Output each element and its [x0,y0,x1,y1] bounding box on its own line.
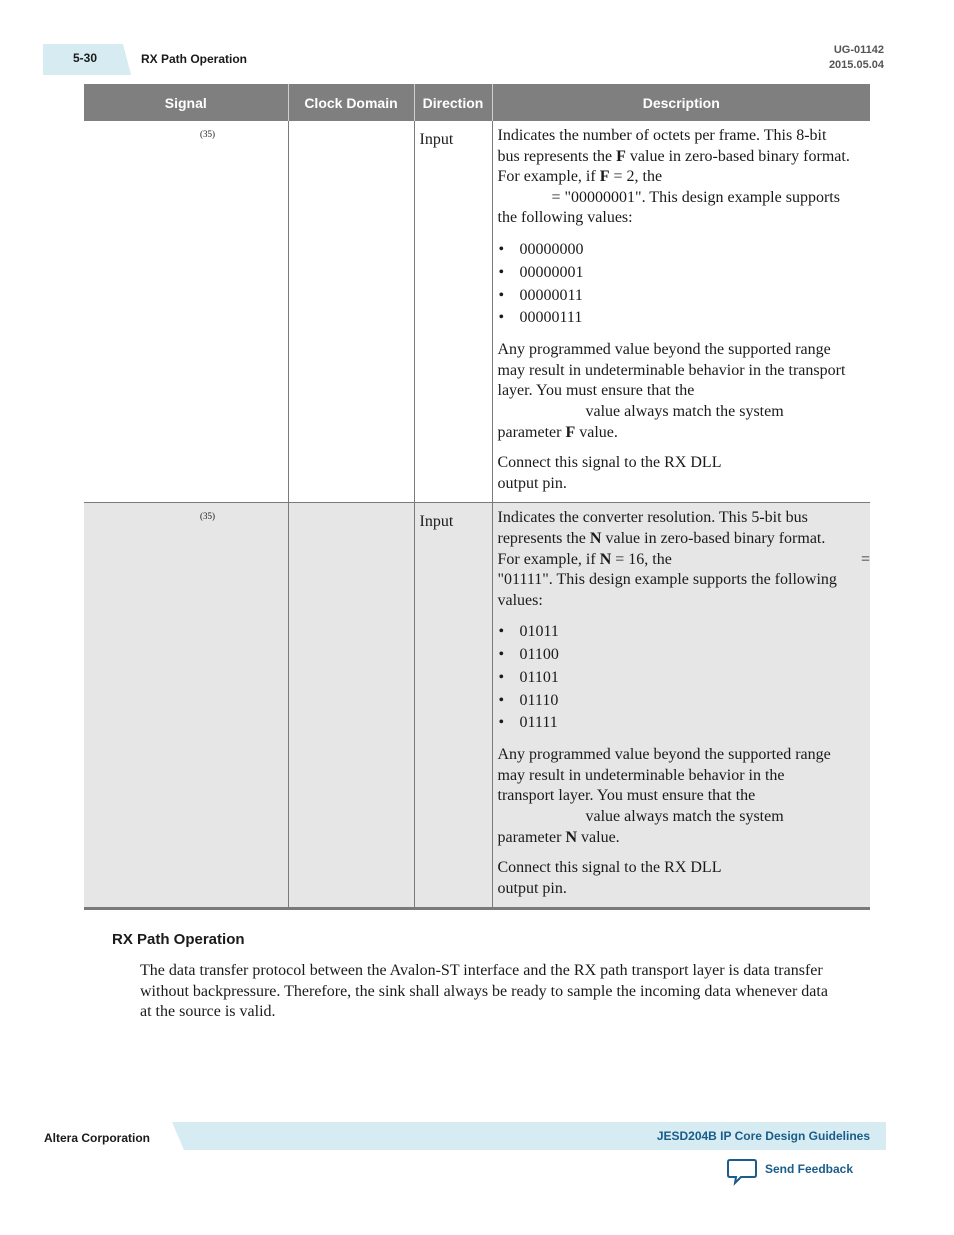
footnote-ref: (35) [200,129,215,139]
description-paragraph: Connect this signal to the RX DLL output pin. [497,454,722,492]
description-cell [492,121,870,503]
clock-domain-cell [288,121,414,503]
speech-bubble-icon[interactable] [726,1158,758,1186]
company-name: Altera Corporation [44,1131,151,1145]
supported-values-list [498,621,841,735]
description-paragraph: Any programmed value beyond the supported range may result in undeterminable behavior in the transport layer. You must ensure that the value always match the system parameter N value. [497,746,831,846]
running-header-title: RX Path Operation [141,52,248,66]
footnote-ref: (35) [200,511,215,522]
signal-cell [84,121,288,503]
send-feedback-link[interactable]: Send Feedback [765,1162,854,1176]
description-paragraph: Indicates the number of octets per frame. This 8-bit bus represents the F value in zero-based binary format. For example, if F = 2, the = "00000001". This design example supports the following values: [497,127,850,227]
column-header-direction: Direction [414,84,492,121]
list-item: • 00000000 [498,239,851,262]
section-body: The data transfer protocol between the Avalon-ST interface and the RX path transport layer is data transfer without backpressure. Therefore, the sink shall always be ready to sample the incoming data whenever data at the source is valid. [140,962,828,1021]
column-header-clock-domain: Clock Domain [288,84,414,121]
section-heading: RX Path Operation [112,931,245,948]
list-item: • 00000111 [498,307,851,330]
description-cell [492,503,870,909]
signal-table [84,84,870,910]
list-item: • 01100 [498,644,841,667]
direction-value: Input [419,131,454,148]
list-item: • 01110 [498,690,841,713]
footer-document-title[interactable]: JESD204B IP Core Design Guidelines [656,1129,870,1143]
direction-value: Input [419,513,454,531]
description-paragraph: Connect this signal to the RX DLL output pin. [497,859,722,897]
description-paragraph: Indicates the converter resolution. This 5-bit bus represents the N value in zero-based binary format. For example, if N = 16, the = "01111". This design example supports the following values: [497,509,870,609]
table-row [84,121,870,503]
column-header-description: Description [492,84,870,121]
table-header-row [84,84,870,121]
column-header-signal: Signal [84,84,288,121]
signal-cell [84,503,288,909]
direction-cell [414,503,492,909]
document-meta [829,43,884,73]
table-row [84,503,870,909]
list-item: • 01101 [498,667,841,690]
list-item: • 00000001 [498,262,851,285]
supported-values-list [498,239,851,330]
list-item: • 01011 [498,621,841,644]
clock-domain-cell [288,503,414,909]
direction-cell [414,121,492,503]
list-item: • 00000011 [498,285,851,308]
document-date: 2015.05.04 [828,59,884,71]
document-id: UG-01142 [833,44,884,56]
page-number: 5-30 [73,51,98,65]
list-item: • 01111 [498,712,841,735]
description-paragraph: Any programmed value beyond the supported range may result in undeterminable behavior in the transport layer. You must ensure that the value always match the system parameter F value. [497,341,846,441]
